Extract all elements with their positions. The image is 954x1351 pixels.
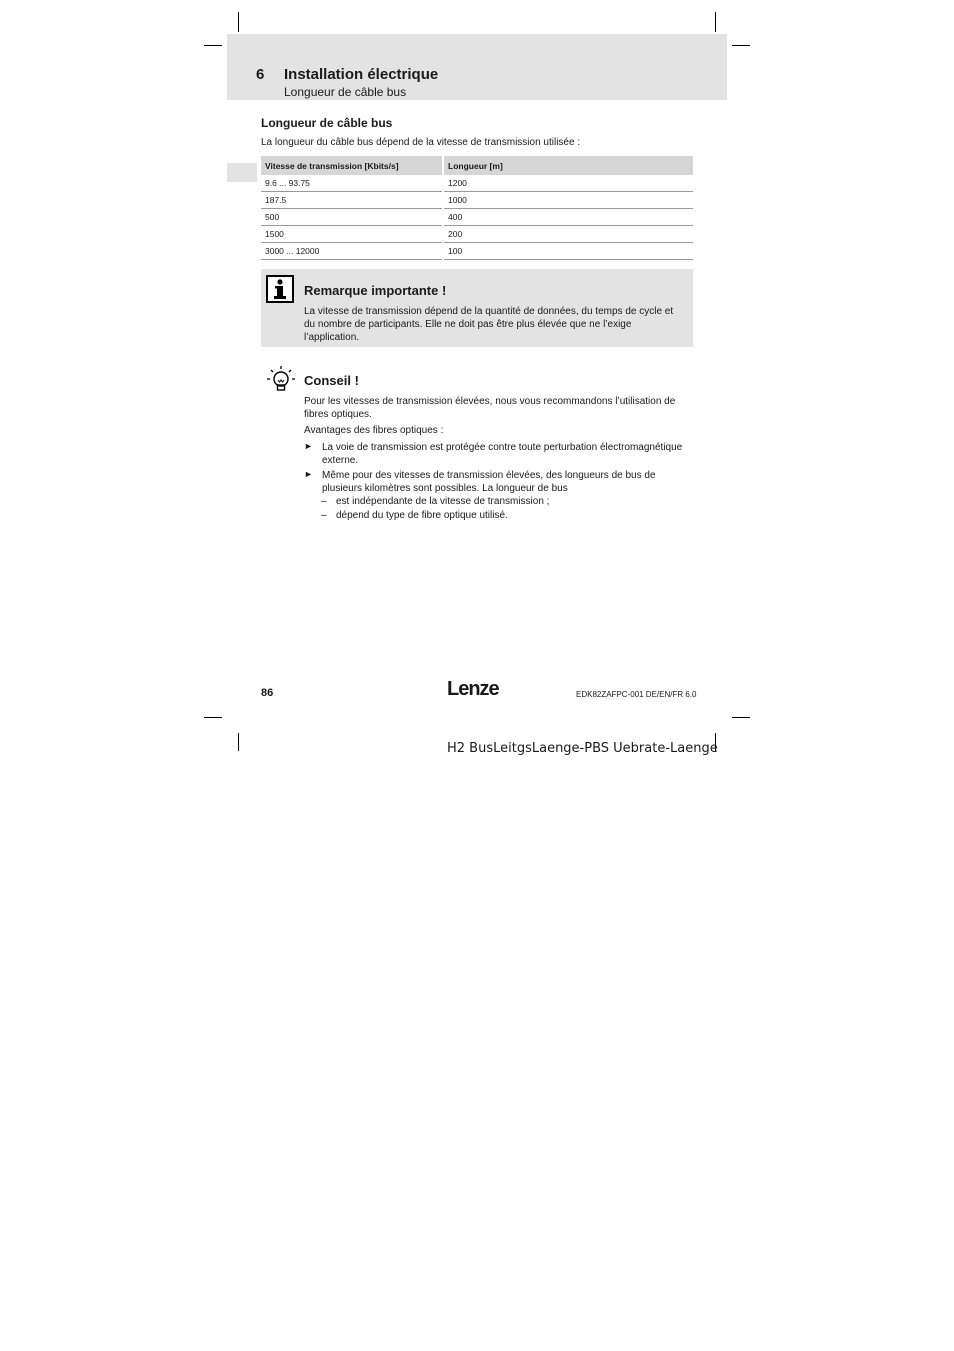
bus-length-table (261, 156, 693, 260)
chapter-number: 6 (256, 66, 265, 83)
table-row (261, 209, 693, 226)
crop-mark (204, 45, 222, 46)
cell-speed: 1500 (261, 226, 443, 243)
sub-list-item: dépend du type de fibre optique utilisé. (336, 510, 508, 521)
side-tab-marker (227, 163, 257, 182)
table-row (261, 192, 693, 209)
note-title: Remarque importante ! (304, 283, 447, 298)
crop-mark (204, 717, 222, 718)
crop-mark (732, 717, 750, 718)
crop-mark (238, 733, 239, 751)
cell-speed: 187.5 (261, 192, 443, 209)
bullet-arrow-icon: ► (304, 469, 313, 479)
cell-speed: 3000 ... 12000 (261, 243, 443, 260)
lenze-logo: Lenze (447, 678, 499, 700)
cell-length: 100 (443, 243, 693, 260)
tip-text: Pour les vitesses de transmission élevées, nous vous recommandons l’utilisation de fibres optiques. (304, 396, 676, 420)
tip-title: Conseil ! (304, 373, 359, 388)
table-row (261, 243, 693, 260)
crop-mark (715, 12, 716, 32)
crop-mark (238, 12, 239, 32)
table-row (261, 226, 693, 243)
table-header-row (261, 156, 693, 175)
column-header-speed: Vitesse de transmission [Kbits/s] (261, 156, 443, 175)
note-text: La vitesse de transmission dépend de la quantité de données, du temps de cycle et du nombre de participants. Elle ne doit pas être plus élevée que ne l’exige l’application. (304, 306, 674, 343)
sub-list-item: est indépendante de la vitesse de transmission ; (336, 496, 550, 507)
cell-length: 400 (443, 209, 693, 226)
section-title: Longueur de câble bus (261, 116, 393, 130)
crop-mark (732, 45, 750, 46)
chapter-title: Installation électrique (284, 66, 439, 83)
table-row (261, 175, 693, 192)
cell-length: 200 (443, 226, 693, 243)
section-subtitle: Longueur de câble bus (284, 85, 407, 99)
cell-length: 1200 (443, 175, 693, 192)
cell-length: 1000 (443, 192, 693, 209)
column-header-length: Longueur [m] (443, 156, 693, 175)
page-number: 86 (261, 687, 274, 699)
cell-speed: 500 (261, 209, 443, 226)
dash-marker: – (321, 496, 327, 507)
dash-marker: – (321, 510, 327, 521)
list-item: La voie de transmission est protégée contre toute perturbation électromagnétique externe. (322, 442, 683, 466)
advantages-label: Avantages des fibres optiques : (304, 425, 444, 436)
document-reference: EDK82ZAFPC-001 DE/EN/FR 6.0 (576, 690, 697, 699)
image-caption: H2 BusLeitgsLaenge-PBS Uebrate-Laenge (447, 741, 718, 756)
cell-speed: 9.6 ... 93.75 (261, 175, 443, 192)
list-item: Même pour des vitesses de transmission élevées, des longueurs de bus de plusieurs kilomètres sont possibles. La longueur de bus (322, 470, 656, 494)
intro-text: La longueur du câble bus dépend de la vitesse de transmission utilisée : (261, 137, 581, 148)
lightbulb-icon (265, 364, 295, 394)
info-icon (266, 275, 294, 303)
bullet-arrow-icon: ► (304, 441, 313, 451)
